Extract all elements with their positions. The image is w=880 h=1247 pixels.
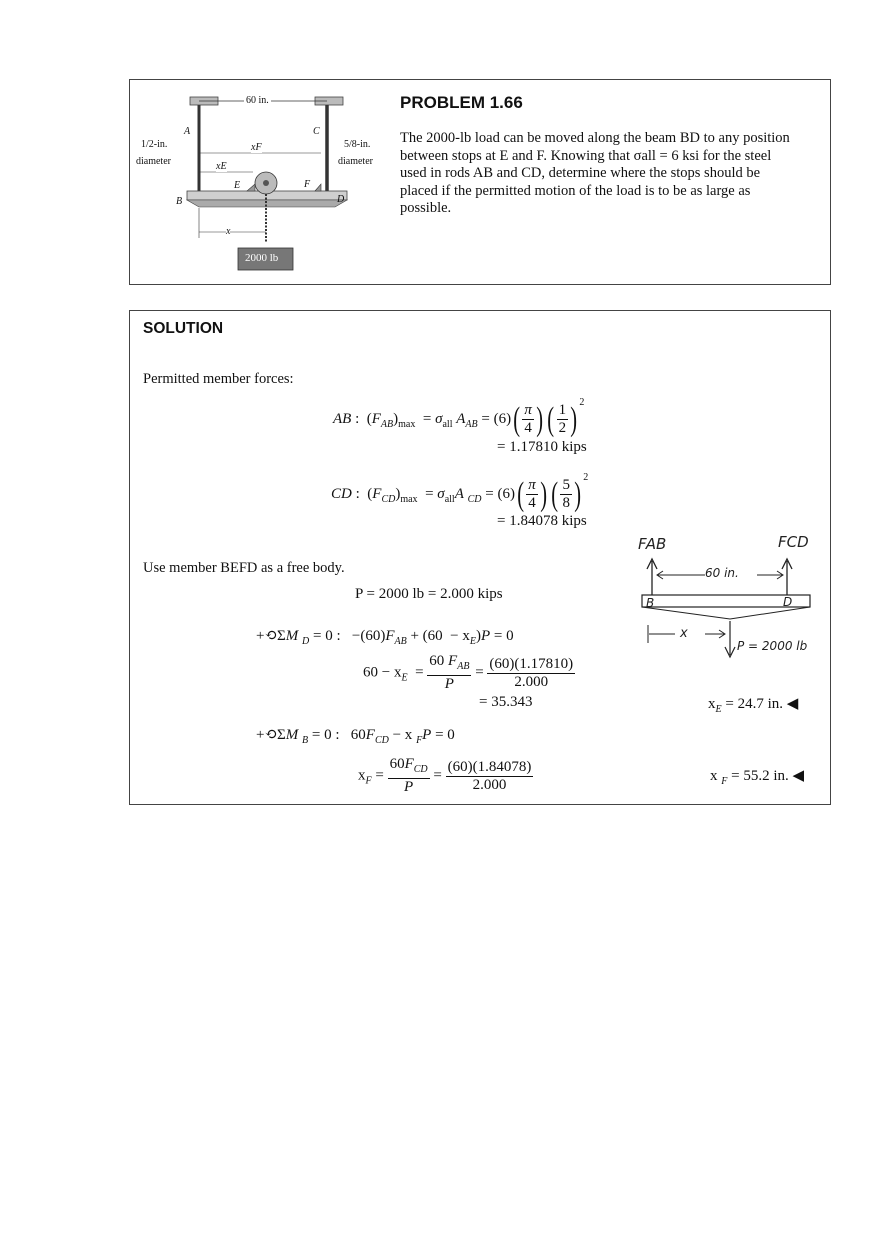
statement-line: possible. xyxy=(400,200,452,216)
sketch-fcd: FCD xyxy=(778,533,809,551)
fig-label-x: x xyxy=(226,226,231,237)
xe-value: = 35.343 xyxy=(479,694,533,710)
sketch-b: B xyxy=(646,596,655,610)
sketch-fab: FAB xyxy=(638,535,667,553)
statement-line: The 2000-lb load can be moved along the beam BD to any position xyxy=(400,130,790,146)
sketch-p: P = 2000 lb xyxy=(737,639,808,653)
statement-line: used in rods AB and CD, determine where the stops should be xyxy=(400,165,761,181)
answer-marker-icon: ◀ xyxy=(786,696,799,712)
fig-right-dia: 5/8-in. xyxy=(344,139,371,150)
sketch-x: x xyxy=(680,626,688,641)
fig-label-f: F xyxy=(304,179,311,190)
ab-result: = 1.17810 kips xyxy=(497,439,587,455)
ccw-moment-icon: +⟲ xyxy=(256,628,278,644)
solution-heading: SOLUTION xyxy=(143,320,224,337)
xe-fraction-equation: $60 - x_E$ = $\frac{60 F_{AB}}{P}$ = $\frac{(60)(1.17810)}{2.000}$ xyxy=(363,653,574,692)
ccw-moment-icon: +⟲ xyxy=(256,727,278,743)
moment-d-equation: +⟲ΣM $_D$ = 0 : $-(60)F_{AB} + (60 - x_E)P = 0$ xyxy=(256,628,514,647)
problem-box xyxy=(129,79,831,285)
cd-result: = 1.84078 kips xyxy=(497,513,587,529)
fig-left-dia: 1/2-in. xyxy=(141,139,168,150)
fig-label-d: D xyxy=(337,194,345,205)
sketch-d: D xyxy=(783,595,793,609)
ab-equation: AB : $(F_{AB})_{max} = \sigma_{all}$ $A_{AB} = (6)$( $\frac{\pi}{4}$ ) ( $\frac{1}{2}$ ) $^2$ xyxy=(333,397,585,438)
xf-answer-value: 55.2 in. xyxy=(743,768,789,784)
fig-label-c: C xyxy=(313,126,320,137)
fig-load-label: 2000 lb xyxy=(245,252,279,264)
fig-left-dia-word: diameter xyxy=(136,156,171,167)
answer-marker-icon: ◀ xyxy=(792,768,805,784)
fig-label-e: E xyxy=(234,180,241,191)
xe-answer-value: 24.7 in. xyxy=(737,696,783,712)
solution-box xyxy=(129,310,831,805)
cd-equation: CD : $(F_{CD})_{max} = \sigma_{all}A$ $_{CD}$ = (6)( $\frac{\pi}{4}$ ) ( $\frac{5}{8}$ ) $^2$ xyxy=(331,472,589,513)
fig-label-xe: xE xyxy=(216,161,227,172)
fig-right-dia-word: diameter xyxy=(338,156,373,167)
fig-label-a: A xyxy=(184,126,191,137)
statement-line: placed if the permitted motion of the load is to be as large as xyxy=(400,182,751,199)
p-line: P = 2000 lb = 2.000 kips xyxy=(355,586,503,602)
problem-title: PROBLEM 1.66 xyxy=(400,93,523,112)
statement-line: between stops at E and F. Knowing that σall = 6 ksi for the steel xyxy=(400,147,772,164)
problem-statement xyxy=(400,130,810,218)
xf-answer: x $_F$ = 55.2 in. ◀ xyxy=(710,768,805,787)
fig-dim-60: 60 in. xyxy=(246,95,269,106)
xe-answer: $x_E = 24.7$ in. ◀ xyxy=(708,696,799,715)
fig-label-xf: xF xyxy=(251,142,262,153)
xf-fraction-equation: $x_F$ = $\frac{60F_{CD}}{P}$ = $\frac{(60)(1.84078)}{2.000}$ xyxy=(358,756,532,795)
fig-label-b: B xyxy=(176,196,183,207)
sketch-dim: 60 in. xyxy=(705,566,739,580)
moment-b-equation: +⟲ΣM $_B$ = 0 : $60F_{CD} - x$ $_F$P = 0 xyxy=(256,727,455,746)
free-body-text: Use member BEFD as a free body. xyxy=(143,560,345,576)
permitted-label: Permitted member forces: xyxy=(143,371,294,387)
